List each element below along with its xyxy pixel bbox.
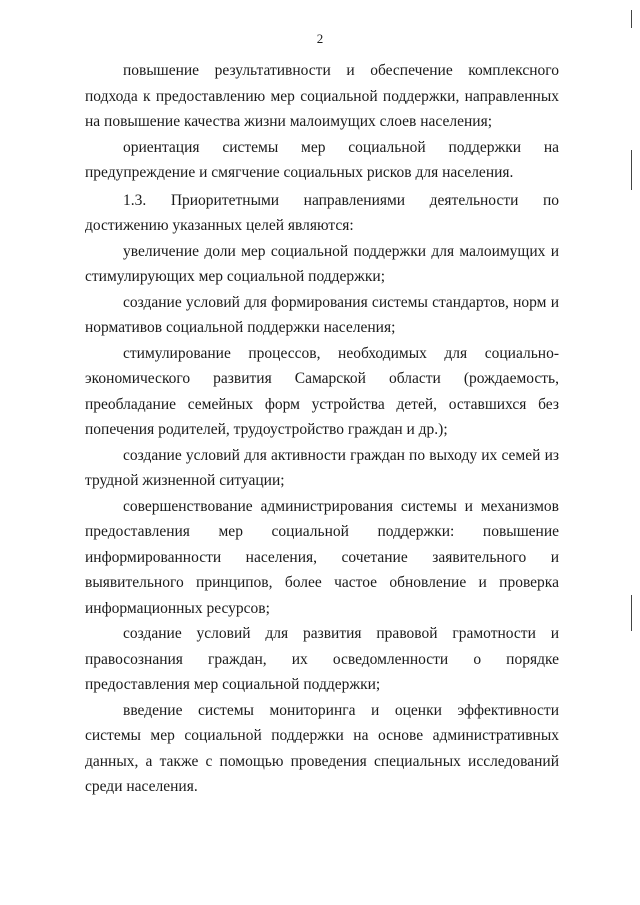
paragraph-10: введение системы мониторинга и оценки эффективности системы мер социальной поддержки на основе административных данных, а также с помощью проведения специальных исследований среди населения.	[85, 701, 559, 795]
paragraph-2: ориентация системы мер социальной поддержки на предупреждение и смягчение социальных рисков для населения.	[85, 138, 559, 181]
paragraph-4: увеличение доли мер социальной поддержки для малоимущих и стимулирующих мер социальной поддержки;	[85, 242, 559, 285]
paragraph-5: создание условий для формирования системы стандартов, норм и нормативов социальной поддержки населения;	[85, 293, 559, 336]
paragraph-8: совершенствование администрирования системы и механизмов предоставления мер социальной поддержки: повышение информированности населения, сочетание заявительного и выявительного принципов, более частое обновление и проверка информационных ресурсов;	[85, 497, 559, 617]
paragraph-1: повышение результативности и обеспечение комплексного подхода к предоставлению мер социальной поддержки, направленных на повышение качества жизни малоимущих слоев населения;	[85, 62, 559, 130]
scan-artifact	[631, 150, 632, 190]
document-body	[85, 58, 559, 800]
scan-artifact	[631, 10, 632, 28]
paragraph-7: создание условий для активности граждан по выходу их семей из трудной жизненной ситуации;	[85, 446, 559, 489]
paragraph-6: стимулирование процессов, необходимых для социально-экономического развития Самарской области (рождаемость, преобладание семейных форм устройства детей, оставшихся без попечения родителей, трудоустройство граждан и др.);	[85, 344, 559, 438]
scan-artifact	[631, 595, 632, 631]
page-number: 2	[316, 31, 324, 46]
paragraph-section-1-3: 1.3. Приоритетными направлениями деятельности по достижению указанных целей являются:	[85, 191, 559, 234]
paragraph-9: создание условий для развития правовой грамотности и правосознания граждан, их осведомленности о порядке предоставления мер социальной поддержки;	[85, 625, 559, 693]
